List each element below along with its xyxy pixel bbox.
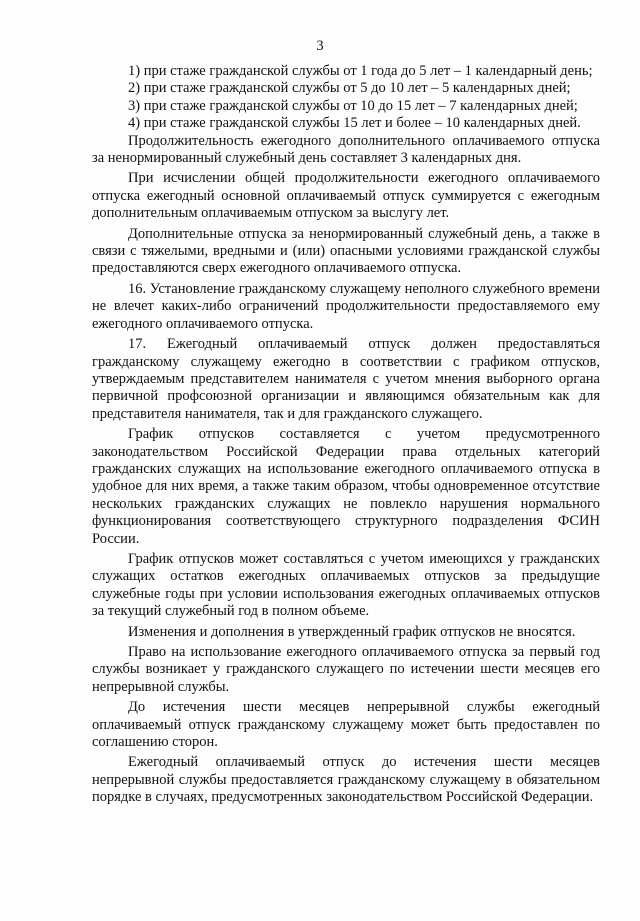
paragraph: Продолжительность ежегодного дополнительного оплачиваемого отпуска за ненормированный служебный день составляет 3 календарных дня. [92, 132, 600, 167]
paragraph: При исчислении общей продолжительности ежегодного оплачиваемого отпуска ежегодный основной оплачиваемый отпуск суммируется с ежегодным дополнительным оплачиваемым отпуском за выслугу лет. [92, 170, 600, 222]
paragraph: До истечения шести месяцев непрерывной службы ежегодный оплачиваемый отпуск гражданскому служащему может быть предоставлен по соглашению сторон. [92, 699, 600, 751]
paragraph: 1) при стаже гражданской службы от 1 года до 5 лет – 1 календарный день; [128, 63, 593, 79]
paragraph: 17. Ежегодный оплачиваемый отпуск должен предоставляться гражданскому служащему ежегодно в соответствии с графиком отпусков, утверждаемым представителем нанимателя с учетом мнения выборного органа первичной профсоюзной организации и являющимся обязательным как для представителя нанимателя, так и для гражданского служащего. [92, 336, 600, 422]
paragraph: Изменения и дополнения в утвержденный график отпусков не вносятся. [128, 623, 576, 640]
paragraph: 4) при стаже гражданской службы 15 лет и более – 10 календарных дней. [128, 115, 581, 132]
paragraph: График отпусков может составляться с учетом имеющихся у гражданских служащих остатков ежегодных оплачиваемых отпусков за предыдущие служебные годы при условии использования ежегодных оплачиваемых отпусков за текущий служебный год в полном объеме. [92, 550, 600, 620]
paragraph: 16. Установление гражданскому служащему неполного служебного времени не влечет каких-либо ограничений продолжительности предоставляемого ему ежегодного оплачиваемого отпуска. [92, 280, 600, 332]
paragraph: 2) при стаже гражданской службы от 5 до 10 лет – 5 календарных дней; [128, 80, 571, 97]
paragraph: Ежегодный оплачиваемый отпуск до истечения шести месяцев непрерывной службы предоставляется гражданскому служащему в обязательном порядке в случаях, предусмотренных законодательством Российской Федерации. [92, 754, 600, 806]
paragraph: Дополнительные отпуска за ненормированный служебный день, а также в связи с тяжелыми, вредными и (или) опасными условиями гражданской службы предоставляются сверх ежегодного оплачиваемого отпуска. [92, 225, 600, 277]
paragraph: 3) при стаже гражданской службы от 10 до 15 лет – 7 календарных дней; [128, 97, 578, 114]
paragraph: График отпусков составляется с учетом предусмотренного законодательством Российской Федерации права отдельных категорий гражданских служащих на использование ежегодного оплачиваемого отпуска в удобное для них время, а также таким образом, чтобы одновременное отсутствие нескольких гражданских служащих не повлекло нарушения нормального функционирования соответствующего структурного подразделения ФСИН России. [92, 426, 600, 547]
page-number: 3 [316, 38, 324, 54]
document-body [92, 63, 600, 807]
paragraph: Право на использование ежегодного оплачиваемого отпуска за первый год службы возникает у гражданского служащего по истечении шести месяцев его непрерывной службы. [92, 644, 600, 695]
